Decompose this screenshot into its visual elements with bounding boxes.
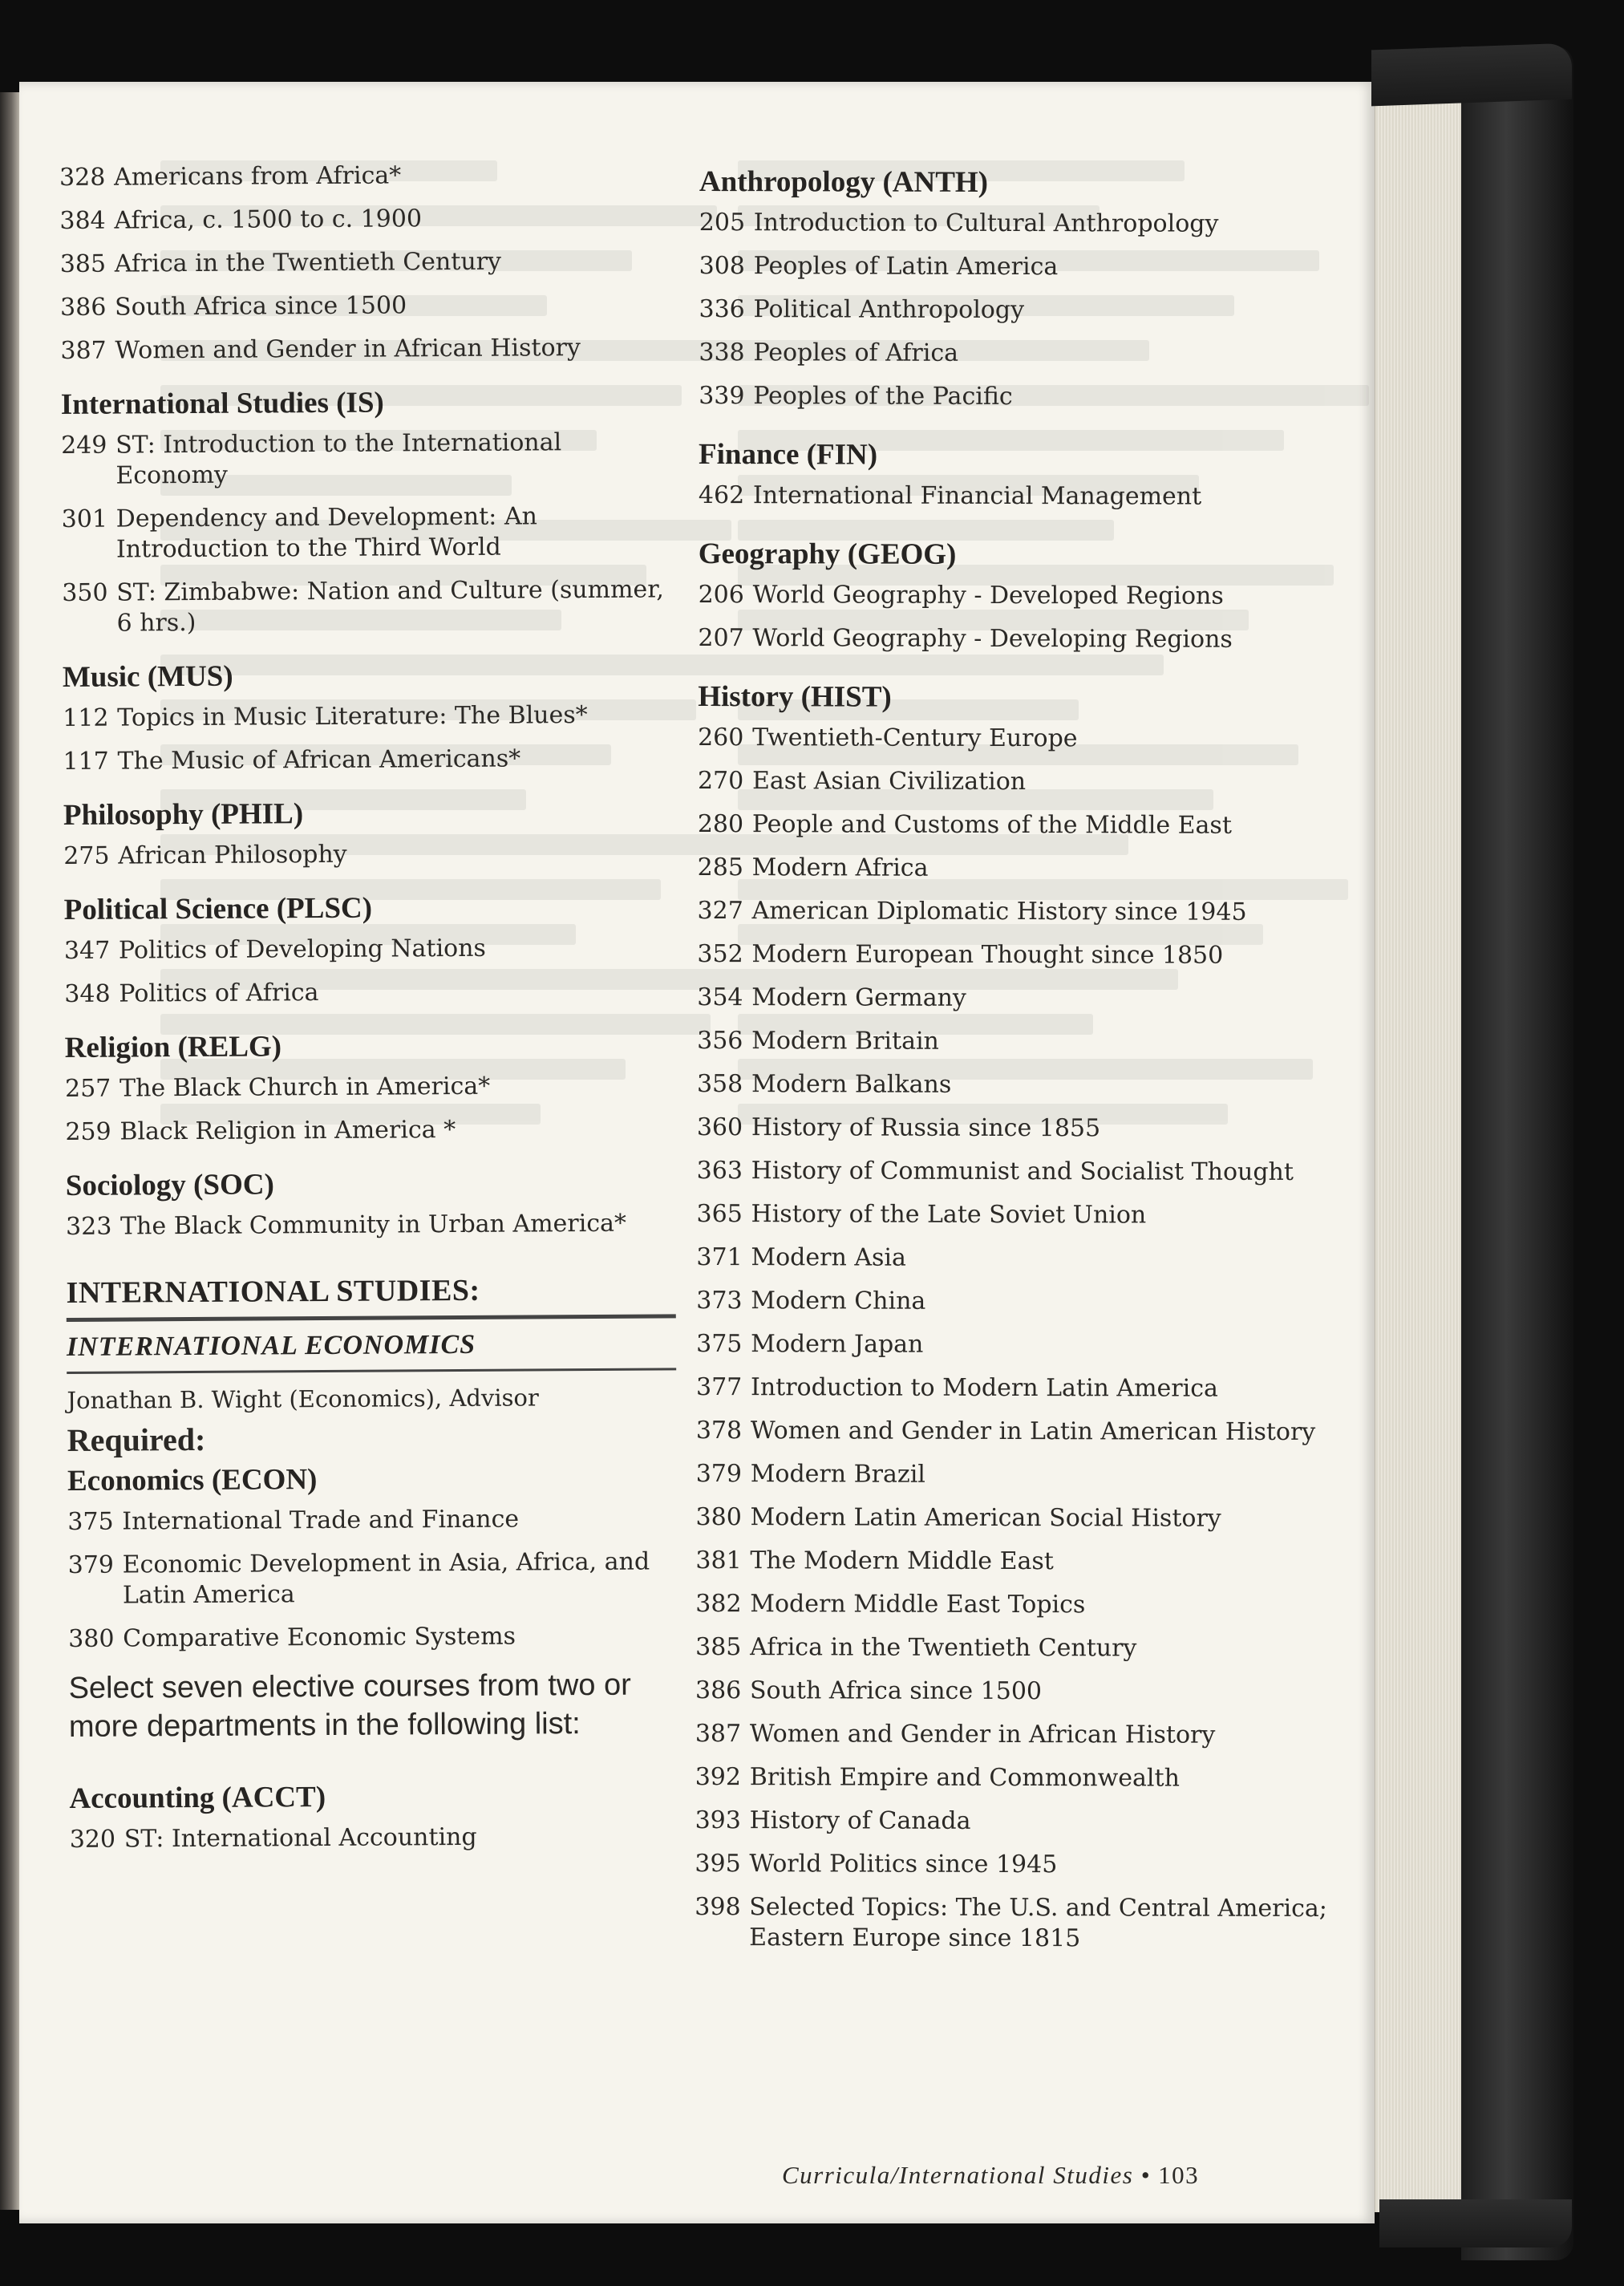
course-row [696,1286,1338,1318]
course-title: African Philosophy [118,840,347,870]
course-number: 386 [695,1676,742,1705]
department-heading: Philosophy (PHIL) [63,797,304,832]
course-title: Africa in the Twentieth Century [750,1633,1137,1663]
course-row [699,480,1340,513]
course-row [695,1892,1336,1955]
course-title: Modern Brazil [750,1460,925,1489]
course-row [695,1719,1337,1751]
course-title: Dependency and Development: An Introduction to the Third World [115,502,537,564]
course-number: 381 [695,1546,742,1575]
course-row [697,983,1338,1015]
course-title: Politics of Africa [119,979,319,1008]
course-number: 205 [699,208,746,237]
course-title: The Modern Middle East [750,1546,1054,1576]
course-row [698,896,1339,928]
course-row [697,1113,1338,1145]
course-number: 377 [695,1372,743,1402]
course-row [697,1069,1338,1101]
course-number: 354 [697,983,743,1012]
course-title: Twentieth-Century Europe [752,723,1078,753]
course-title: American Diplomatic History since 1945 [751,897,1247,926]
facing-page-edge [0,92,19,2210]
course-title: Modern Japan [751,1330,924,1359]
department-section [63,655,673,777]
course-row [697,939,1338,971]
course-number: 380 [68,1624,115,1653]
course-title: Modern Asia [751,1243,906,1272]
course-number: 385 [695,1632,742,1662]
course-number: 392 [695,1762,742,1792]
department-heading: Political Science (PLSC) [63,891,373,926]
course-row [699,294,1340,326]
course-title: Introduction to Cultural Anthropology [753,209,1219,238]
course-number: 270 [697,766,744,796]
course-number: 348 [64,979,111,1008]
course-row [63,699,672,734]
course-number: 117 [63,747,109,776]
course-title: Modern China [751,1287,926,1315]
running-footer [782,2161,1343,2190]
department-section [63,792,674,872]
department-section [65,1025,675,1148]
page-edges [1375,87,1462,2212]
advisor-line: Jonathan B. Wight (Economics), Advisor [67,1384,539,1414]
course-row [695,1632,1337,1664]
course-row [64,932,674,967]
course-number: 323 [65,1212,112,1241]
course-title: World Geography - Developing Regions [752,624,1233,654]
course-row [697,1156,1338,1188]
department-section [695,678,1339,1955]
department-heading: International Studies (IS) [60,386,384,421]
department-heading: Geography (GEOG) [698,537,957,571]
left-sections [61,382,676,1242]
course-number: 380 [695,1502,742,1532]
course-row [698,853,1339,885]
cover-corner-bottom [1379,2199,1572,2247]
course-number: 275 [63,841,110,870]
course-number: 350 [62,578,108,607]
course-title: Peoples of the Pacific [753,382,1013,411]
course-number: 328 [59,163,106,192]
course-row [64,975,674,1010]
course-title: South Africa since 1500 [114,291,407,322]
page-number: 103 [1158,2161,1200,2189]
course-title: East Asian Civilization [751,767,1027,796]
course-title: The Black Church in America* [119,1072,491,1103]
course-title: Introduction to Modern Latin America [750,1373,1218,1403]
department-heading: Finance (FIN) [698,437,878,472]
course-number: 462 [698,480,745,510]
course-title: Women and Gender in African History [749,1720,1216,1749]
course-row [63,743,672,777]
course-title: South Africa since 1500 [749,1676,1043,1706]
course-title: International Trade and Finance [122,1505,520,1536]
acct-heading: Accounting (ACCT) [69,1781,326,1815]
course-title: History of Canada [749,1806,971,1835]
course-title: ST: Introduction to the International Economy [115,428,562,490]
course-title: History of Russia since 1855 [751,1113,1101,1143]
course-title: British Empire and Commonwealth [749,1763,1180,1793]
course-row [65,1070,674,1104]
course-row [699,251,1341,283]
course-number: 387 [695,1719,742,1749]
course-row [695,1546,1337,1578]
course-row [698,766,1339,798]
course-row [698,623,1339,655]
course-row [698,809,1339,841]
course-number: 352 [697,939,743,969]
course-title: International Financial Management [752,481,1202,511]
acct-course-list [70,1821,679,1855]
course-row [696,1416,1338,1448]
course-title: Americans from Africa* [114,161,402,192]
course-row [60,332,670,367]
department-section [64,887,674,1010]
required-label: Required: [67,1421,206,1458]
course-number: 257 [64,1074,111,1103]
department-heading: Music (MUS) [62,659,233,694]
course-title: Topics in Music Literature: The Blues* [117,700,588,732]
course-number: 339 [699,381,745,411]
course-row [61,427,670,492]
course-number: 371 [696,1242,743,1272]
department-section [698,535,1339,655]
running-head: Curricula/International Studies • [782,2161,1151,2189]
top-course-list [59,159,670,367]
course-number: 249 [61,431,107,460]
course-title: Politics of Developing Nations [118,934,487,965]
course-title: Women and Gender in African History [115,334,581,365]
course-row [59,202,669,237]
course-title: Comparative Economic Systems [123,1622,516,1653]
book-cover [1461,47,1573,2260]
course-title: Economic Development in Asia, Africa, and Latin America [122,1547,650,1610]
department-heading: Religion (RELG) [64,1030,282,1064]
program-header: INTERNATIONAL STUDIES: [66,1273,480,1310]
course-title: People and Customs of the Middle East [751,810,1232,840]
course-title: Modern Germany [751,983,966,1012]
left-column [59,159,679,1868]
course-number: 320 [69,1825,116,1854]
course-row [67,1503,677,1538]
course-title: ST: Zimbabwe: Nation and Culture (summer, 6 hrs.) [116,575,664,638]
cover-corner-top [1371,43,1572,107]
course-number: 382 [695,1589,742,1619]
course-row [699,580,1340,612]
header-rule [67,1314,676,1322]
course-title: Political Anthropology [753,295,1025,325]
course-title: Modern Africa [751,853,929,882]
course-row [68,1546,678,1611]
course-number: 327 [697,896,743,926]
course-number: 358 [696,1069,743,1099]
course-row [696,1502,1338,1534]
course-number: 308 [699,251,745,281]
course-number: 365 [696,1199,743,1229]
course-title: History of Communist and Socialist Thought [751,1157,1294,1186]
course-number: 378 [695,1416,743,1445]
course-number: 280 [697,809,744,839]
course-number: 259 [65,1117,111,1146]
course-row [699,208,1341,240]
course-row [696,1242,1338,1275]
course-title: Black Religion in America * [119,1116,456,1146]
department-heading: Anthropology (ANTH) [699,164,989,199]
course-title: Modern Britain [751,1027,939,1056]
course-row [62,574,671,639]
course-title: Selected Topics: The U.S. and Central America; Eastern Europe since 1815 [749,1893,1327,1953]
course-number: 206 [698,580,744,610]
course-number: 379 [695,1459,743,1489]
course-row [60,245,670,280]
department-section [699,436,1340,513]
right-column [695,163,1341,1968]
course-title: The Black Community in Urban America* [119,1209,627,1241]
course-title: Africa in the Twentieth Century [114,247,502,278]
course-row [696,1372,1338,1404]
department-section [699,163,1341,413]
course-number: 112 [63,703,109,732]
course-row [66,1208,675,1242]
course-row [68,1620,678,1655]
course-number: 395 [695,1849,741,1879]
course-row [697,1199,1338,1231]
course-title: Peoples of Latin America [753,252,1059,282]
course-row [695,1849,1336,1881]
course-title: Modern Middle East Topics [750,1590,1086,1619]
course-row [699,338,1340,370]
course-number: 385 [59,249,107,278]
elective-instructions: Select seven elective courses from two or more departments in the following list: [68,1668,631,1744]
course-title: World Geography - Developed Regions [752,581,1224,610]
course-row [696,1459,1338,1491]
course-title: Modern European Thought since 1850 [751,940,1224,970]
course-number: 379 [67,1550,115,1579]
course-row [65,1113,674,1148]
course-number: 387 [60,336,107,365]
course-title: Modern Latin American Social History [750,1503,1221,1533]
course-number: 285 [697,853,744,882]
course-title: Peoples of Africa [753,338,959,367]
course-title: Africa, c. 1500 to c. 1900 [114,205,423,235]
course-title: History of the Late Soviet Union [751,1200,1147,1230]
course-title: Modern Balkans [751,1070,952,1099]
course-row [695,1762,1337,1794]
course-row [59,159,669,193]
course-row [60,289,670,323]
department-heading: History (HIST) [698,679,892,714]
course-number: 347 [63,936,111,965]
program-subheader: INTERNATIONAL ECONOMICS [66,1329,476,1362]
right-sections [695,163,1341,1955]
subheader-rule [67,1368,676,1374]
course-title: ST: International Accounting [124,1822,477,1854]
course-number: 360 [696,1113,743,1142]
econ-course-list [67,1503,678,1655]
department-section [61,382,672,639]
course-row [695,1676,1337,1708]
course-number: 338 [699,338,745,367]
course-title: World Politics since 1945 [749,1850,1058,1879]
course-row [70,1821,679,1855]
course-row [699,381,1340,413]
econ-heading: Economics (ECON) [67,1463,318,1498]
course-row [698,723,1339,755]
department-section [66,1163,676,1242]
course-row [695,1806,1337,1838]
course-number: 260 [698,723,744,752]
course-row [62,501,671,565]
course-number: 356 [697,1026,743,1056]
course-title: Women and Gender in Latin American History [750,1417,1316,1447]
course-row [697,1026,1338,1058]
course-number: 373 [696,1286,743,1315]
course-number: 386 [59,293,107,322]
course-number: 375 [67,1507,114,1536]
course-number: 384 [59,206,106,235]
course-number: 375 [696,1329,743,1359]
course-number: 207 [698,623,744,653]
course-row [63,837,673,872]
course-number: 336 [699,294,745,324]
course-row [696,1329,1338,1361]
course-number: 398 [695,1892,741,1922]
department-heading: Sociology (SOC) [65,1168,274,1202]
course-title: The Music of African Americans* [117,744,521,776]
course-number: 363 [696,1156,743,1186]
course-number: 301 [61,505,108,533]
course-row [695,1589,1337,1621]
course-number: 393 [695,1806,741,1835]
